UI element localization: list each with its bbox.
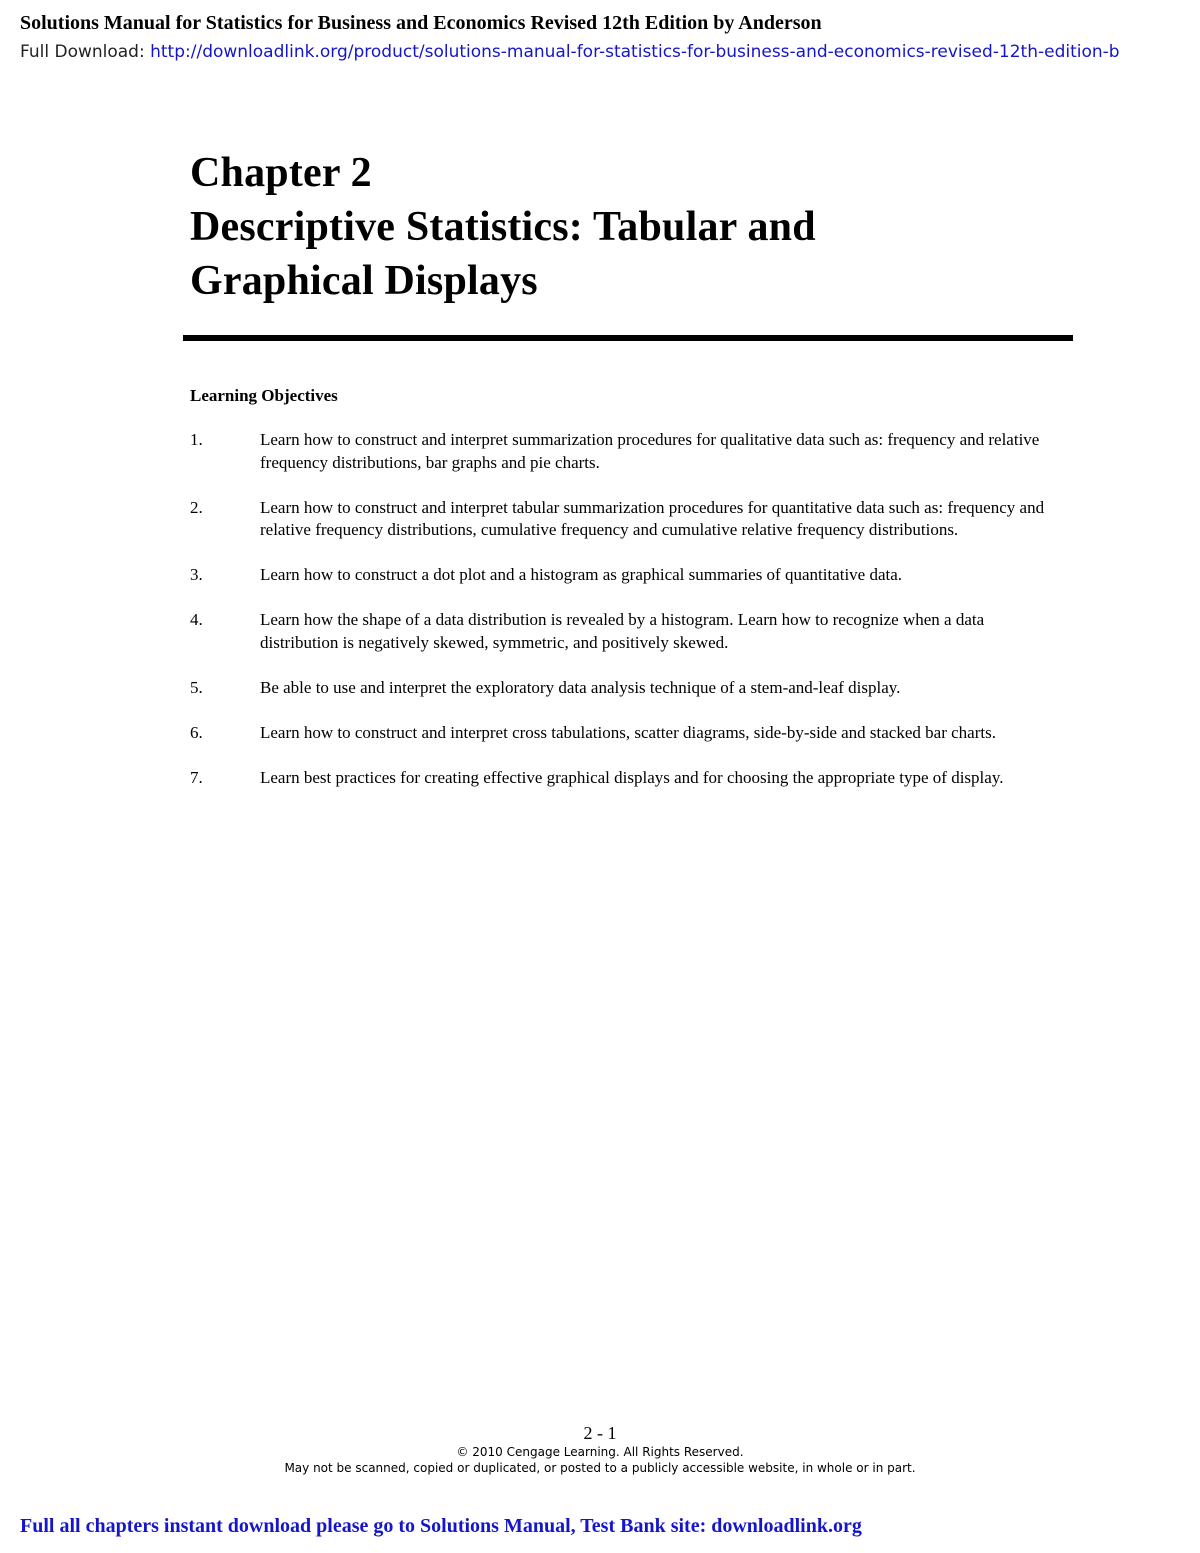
objective-text: Learn best practices for creating effective graphical displays and for choosing the appropriate type of display. [260, 767, 1004, 787]
objective-text: Be able to use and interpret the exploratory data analysis technique of a stem-and-leaf display. [260, 677, 901, 697]
chapter-title-line-2: Graphical Displays [190, 258, 538, 304]
copyright-notice: © 2010 Cengage Learning. All Rights Reserved. [456, 1445, 744, 1459]
objective-number: 2. [190, 497, 203, 517]
download-label: Full Download: [20, 42, 151, 62]
objective-number: 4. [190, 610, 203, 629]
objective-number: 5. [190, 677, 203, 697]
page-number: 2 - 1 [583, 1423, 617, 1443]
heading-divider [183, 335, 1073, 341]
objective-item [190, 767, 1070, 790]
objective-number: 3. [190, 565, 203, 584]
objective-text: Learn how to construct and interpret summarization procedures for qualitative data such as: frequency and relative frequency distributions, bar graphs and pie charts. [260, 430, 1040, 472]
objective-item [190, 677, 1070, 700]
objective-number: 1. [190, 430, 203, 449]
usage-notice: May not be scanned, copied or duplicated, or posted to a publicly accessible website, in whole or in part. [284, 1461, 916, 1475]
objective-item [190, 497, 1070, 542]
top-banner [20, 10, 1200, 64]
objective-text: Learn how to construct and interpret cross tabulations, scatter diagrams, side-by-side and stacked bar charts. [260, 722, 996, 742]
objective-item [190, 429, 1070, 474]
banner-download-line [20, 40, 1200, 64]
download-link[interactable]: http://downloadlink.org/product/solutions-manual-for-statistics-for-business-and-economics-revised-12th-edition-b [150, 42, 1120, 62]
bottom-banner[interactable]: Full all chapters instant download please go to Solutions Manual, Test Bank site: downloadlink.org [20, 1515, 862, 1537]
objective-number: 7. [190, 767, 203, 787]
page-footer [0, 1422, 1200, 1476]
objective-item [190, 722, 1070, 745]
objective-text: Learn how to construct and interpret tabular summarization procedures for quantitative data such as: frequency and relative frequency distributions, cumulative frequency and cumulative relative frequency distributions. [260, 497, 1045, 539]
learning-objectives-title: Learning Objectives [190, 386, 338, 405]
banner-title: Solutions Manual for Statistics for Business and Economics Revised 12th Edition by Anderson [20, 12, 822, 34]
learning-objectives-section [190, 385, 1070, 812]
chapter-number: Chapter 2 [190, 150, 372, 196]
objective-item [190, 564, 1070, 587]
objective-text: Learn how the shape of a data distribution is revealed by a histogram. Learn how to recognize when a data distribution is negatively skewed, symmetric, and positively skewed. [260, 610, 985, 652]
chapter-heading [190, 146, 816, 308]
objective-number: 6. [190, 722, 203, 742]
learning-objectives-list [190, 429, 1070, 789]
objective-item [190, 609, 1070, 654]
chapter-title-line-1: Descriptive Statistics: Tabular and [190, 204, 816, 250]
objective-text: Learn how to construct a dot plot and a histogram as graphical summaries of quantitative data. [260, 565, 903, 584]
